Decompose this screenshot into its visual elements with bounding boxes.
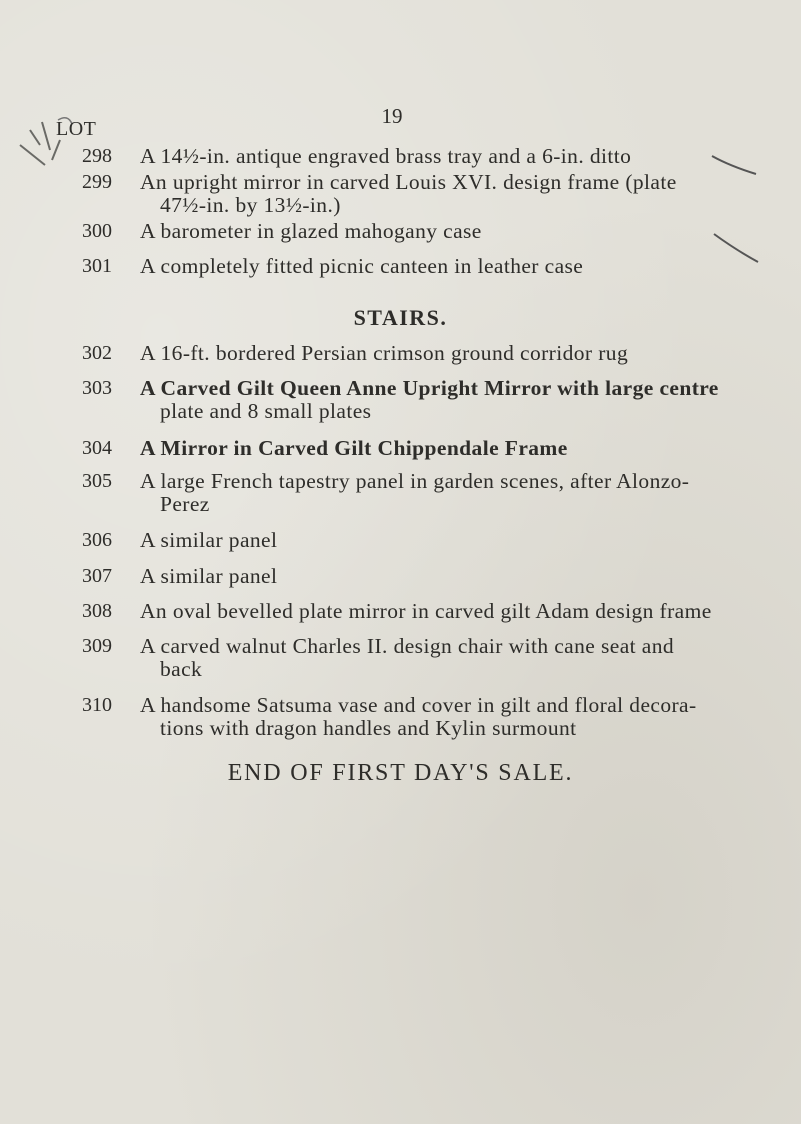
lot-description-line: An upright mirror in carved Louis XVI. design frame (plate — [140, 170, 677, 194]
lot-description — [140, 470, 776, 516]
lot-description: A 16-ft. bordered Persian crimson ground corridor rug — [140, 341, 629, 365]
page-number: 19 — [381, 104, 403, 128]
lot-description: A 14½-in. antique engraved brass tray and a 6-in. ditto — [140, 144, 632, 168]
lot-number: 305 — [82, 470, 112, 492]
end-of-sale-text: END OF FIRST DAY'S SALE. — [227, 760, 574, 786]
lot-number: 306 — [82, 529, 112, 551]
lot-description-line: A large French tapestry panel in garden scenes, after Alonzo- — [140, 469, 690, 493]
lot-description-line: tions with dragon handles and Kylin surmount — [160, 716, 577, 740]
lot-number: 302 — [82, 342, 112, 364]
lot-description-line: A carved walnut Charles II. design chair with cane seat and — [140, 634, 675, 658]
lot-description: A completely fitted picnic canteen in leather case — [140, 254, 584, 278]
lot-number: 299 — [82, 171, 112, 193]
lot-number: 310 — [82, 694, 112, 716]
lot-number: 307 — [82, 565, 112, 587]
lot-description: A Mirror in Carved Gilt Chippendale Frame — [140, 436, 568, 460]
lot-description — [140, 635, 776, 681]
lot-description-line: 47½-in. by 13½-in.) — [160, 193, 341, 217]
lot-description-line: A handsome Satsuma vase and cover in gilt and floral decora- — [140, 693, 697, 717]
section-heading: STAIRS. — [353, 305, 448, 330]
lot-number: 304 — [82, 437, 112, 459]
lot-number: 309 — [82, 635, 112, 657]
lot-number: 298 — [82, 145, 112, 167]
lot-description-line: back — [160, 657, 203, 681]
lot-description: A barometer in glazed mahogany case — [140, 219, 482, 243]
lot-number: 303 — [82, 377, 112, 399]
lot-description-line: plate and 8 small plates — [160, 399, 372, 423]
lot-description-line: A Carved Gilt Queen Anne Upright Mirror with large centre — [140, 376, 719, 400]
lot-description — [140, 377, 776, 423]
lot-description-line: Perez — [160, 492, 210, 516]
lot-description: An oval bevelled plate mirror in carved gilt Adam design frame — [140, 599, 712, 623]
lot-number: 300 — [82, 220, 112, 242]
lot-description: A similar panel — [140, 528, 278, 552]
lot-description — [140, 171, 776, 217]
lot-column-header: LOT — [56, 118, 97, 140]
lot-description: A similar panel — [140, 564, 278, 588]
lot-number: 301 — [82, 255, 112, 277]
lot-number: 308 — [82, 600, 112, 622]
lot-description — [140, 694, 776, 740]
